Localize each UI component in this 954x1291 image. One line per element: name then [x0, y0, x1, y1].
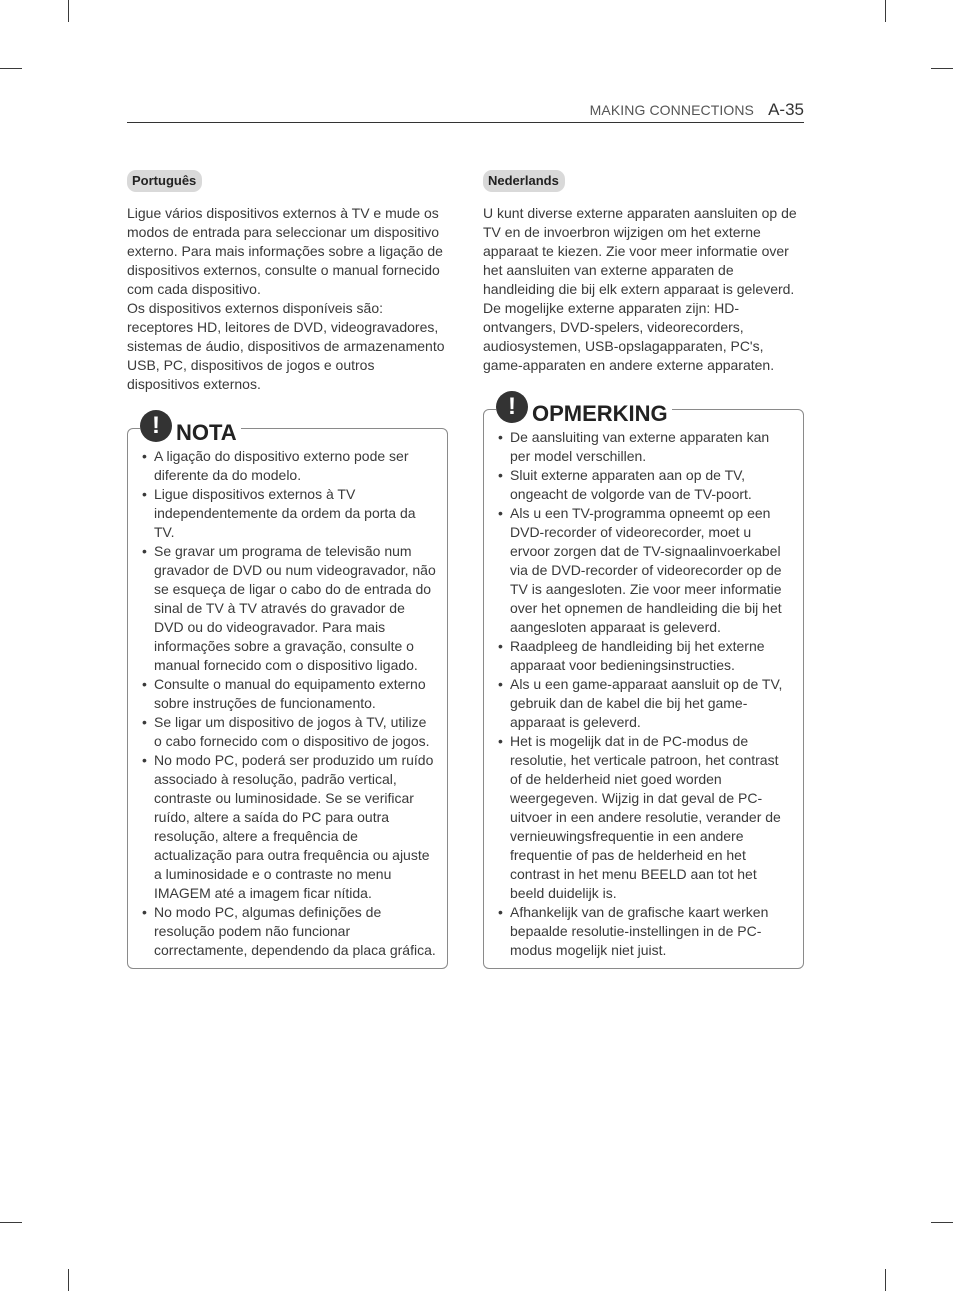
intro-paragraph: U kunt diverse externe apparaten aansluiten op de TV en de invoerbron wijzigen om het externe apparaat te kiezen. Zie voor meer informatie over het aansluiten van externe apparaten de handleiding die bij elk extern apparaat is geleverd.: [483, 205, 797, 297]
intro-paragraph: Ligue vários dispositivos externos à TV e mude os modos de entrada para seleccionar um dispositivo externo. Para mais informações sobre a ligação de dispositivos externos, consulte o manual fornecido com cada dispositivo.: [127, 205, 443, 297]
list-item: • Als u een game-apparaat aansluit op de TV, gebruik dan de kabel die bij het game-apparaat is geleverd.: [498, 675, 793, 732]
note-heading: [140, 406, 241, 446]
list-item: • Als u een TV-programma opneemt op een DVD-recorder of videorecorder, moet u ervoor zorgen dat de TV-signaalinvoerkabel via de DVD-recorder of videorecorder op de TV is aangesloten. Zie voor meer informatie over het opnemen de handleiding die bij het aangesloten apparaat is geleverd.: [498, 504, 793, 637]
list-item: • A ligação do dispositivo externo pode ser diferente da do modelo.: [142, 447, 437, 485]
page-header: [127, 98, 804, 123]
crop-mark: [68, 0, 69, 22]
list-item: • No modo PC, algumas definições de resolução podem não funcionar correctamente, dependendo da placa gráfica.: [142, 903, 437, 960]
list-item: • Raadpleeg de handleiding bij het externe apparaat voor bedieningsinstructies.: [498, 637, 793, 675]
section-title: MAKING CONNECTIONS: [589, 102, 754, 118]
crop-mark: [885, 1269, 886, 1291]
language-badge: Português: [127, 170, 202, 192]
exclamation-icon: !: [140, 410, 172, 442]
list-item: • Sluit externe apparaten aan op de TV, ongeacht de volgorde van de TV-poort.: [498, 466, 793, 504]
page-number: A-35: [768, 100, 804, 119]
column-dutch: [483, 170, 805, 969]
note-title: OPMERKING: [532, 401, 668, 426]
intro-text: [127, 204, 449, 394]
note-list: [484, 410, 803, 968]
crop-mark: [68, 1269, 69, 1291]
list-item: • Se gravar um programa de televisão num gravador de DVD ou num videogravador, não se esqueça de ligar o cabo do de entrada do sinal de TV à TV através do gravador de DVD ou do videogravador. Para mais informações sobre a gravação, consulte o manual fornecido com o dispositivo ligado.: [142, 542, 437, 675]
intro-paragraph: Os dispositivos externos disponíveis são: receptores HD, leitores de DVD, videogravadores, sistemas de áudio, dispositivos de armazenamento USB, PC, dispositivos de jogos e outros dispositivos externos.: [127, 300, 445, 392]
crop-mark: [931, 1222, 953, 1223]
crop-mark: [931, 68, 953, 69]
crop-mark: [0, 68, 22, 69]
list-item: • No modo PC, poderá ser produzido um ruído associado à resolução, padrão vertical, contraste ou luminosidade. Se se verificar ruído, altere a saída do PC para outra resolução, altere a frequência de actualização para outra frequência ou ajuste a luminosidade e o contraste no menu IMAGEM até a imagem ficar nítida.: [142, 751, 437, 903]
note-box: [483, 393, 804, 969]
crop-mark: [885, 0, 886, 22]
column-portuguese: [127, 170, 449, 969]
language-badge: Nederlands: [483, 170, 565, 192]
intro-text: [483, 204, 805, 375]
list-item: • Afhankelijk van de grafische kaart werken bepaalde resolutie-instellingen in de PC-modus mogelijk niet juist.: [498, 903, 793, 960]
note-box: [127, 412, 448, 969]
list-item: • De aansluiting van externe apparaten kan per model verschillen.: [498, 428, 793, 466]
note-list: [128, 429, 447, 968]
intro-paragraph: De mogelijke externe apparaten zijn: HD-ontvangers, DVD-spelers, videorecorders, audiosystemen, USB-opslagapparaten, PC's, game-apparaten en andere externe apparaten.: [483, 300, 775, 373]
note-heading: [496, 387, 672, 427]
list-item: • Het is mogelijk dat in de PC-modus de resolutie, het verticale patroon, het contrast of de helderheid niet goed worden weergegeven. Wijzig in dat geval de PC-uitvoer in een andere resolutie, verander de vernieuwingsfrequentie in een andere frequentie of pas de helderheid en het contrast in het menu BEELD aan tot het beeld duidelijk is.: [498, 732, 793, 903]
list-item: • Se ligar um dispositivo de jogos à TV, utilize o cabo fornecido com o dispositivo de jogos.: [142, 713, 437, 751]
list-item: • Consulte o manual do equipamento externo sobre instruções de funcionamento.: [142, 675, 437, 713]
exclamation-icon: !: [496, 391, 528, 423]
note-title: NOTA: [176, 420, 237, 445]
crop-mark: [0, 1222, 22, 1223]
list-item: • Ligue dispositivos externos à TV independentemente da ordem da porta da TV.: [142, 485, 437, 542]
